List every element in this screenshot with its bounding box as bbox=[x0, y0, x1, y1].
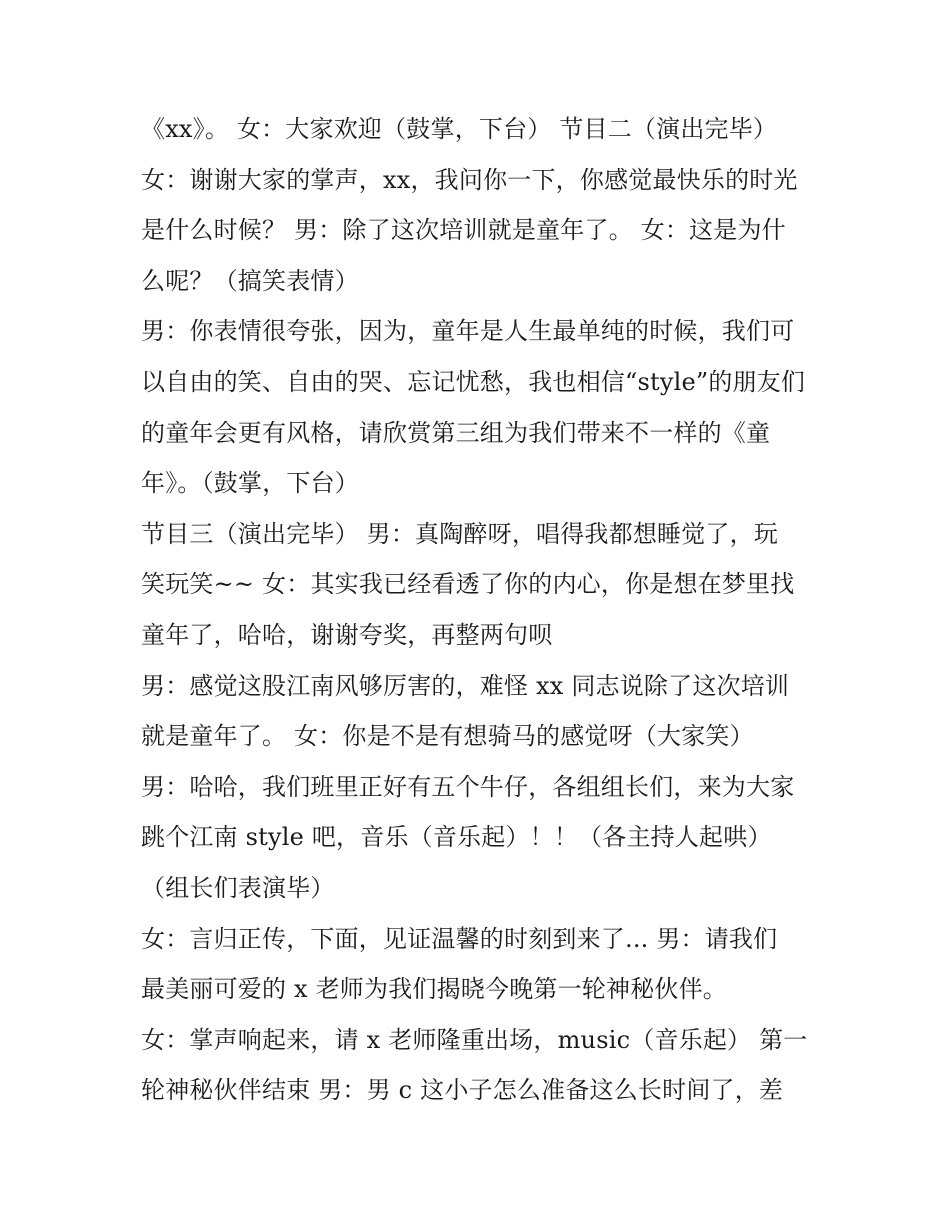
text-line: 轮神秘伙伴结束 男：男 c 这小子怎么准备这么长时间了，差 bbox=[141, 1076, 784, 1105]
text-line: （组长们表演毕） bbox=[141, 873, 335, 902]
text-line: 女：言归正传，下面，见证温馨的时刻到来了... 男：请我们 bbox=[141, 924, 778, 953]
text-line: 男：哈哈，我们班里正好有五个牛仔，各组组长们，来为大家 bbox=[141, 772, 795, 801]
text-line: 是什么时候？ 男：除了这次培训就是童年了。 女：这是为什 bbox=[141, 216, 786, 245]
text-line: 就是童年了。 女：你是不是有想骑马的感觉呀（大家笑） bbox=[141, 722, 754, 751]
text-line: 笑玩笑~~ 女：其实我已经看透了你的内心，你是想在梦里找 bbox=[141, 570, 795, 599]
text-line: 《xx》。 女：大家欢迎（鼓掌，下台） 节目二（演出完毕） bbox=[141, 115, 778, 143]
document-body bbox=[141, 104, 821, 1116]
text-line: 男：感觉这股江南风够厉害的，难怪 xx 同志说除了这次培训 bbox=[141, 671, 790, 700]
text-line: 以自由的笑、自由的哭、忘记忧愁，我也相信“style”的朋友们 bbox=[141, 367, 806, 396]
text-line: 女：谢谢大家的掌声，xx，我问你一下，你感觉最快乐的时光 bbox=[141, 165, 798, 194]
text-line: 男：你表情很夸张，因为，童年是人生最单纯的时候，我们可 bbox=[141, 317, 795, 346]
text-line: 年》。（鼓掌，下台） bbox=[141, 469, 359, 498]
text-line: 的童年会更有风格，请欣赏第三组为我们带来不一样的《童 bbox=[141, 418, 771, 447]
text-line: 么呢？（搞笑表情） bbox=[141, 266, 359, 295]
text-line: 童年了，哈哈，谢谢夸奖，再整两句呗 bbox=[141, 620, 553, 649]
text-line: 节目三（演出完毕） 男：真陶醉呀，唱得我都想睡觉了，玩 bbox=[141, 519, 779, 548]
text-line: 女：掌声响起来，请 x 老师隆重出场，music（音乐起） 第一 bbox=[141, 1025, 808, 1054]
text-line: 最美丽可爱的 x 老师为我们揭晓今晚第一轮神秘伙伴。 bbox=[141, 975, 727, 1004]
text-line: 跳个江南 style 吧，音乐（音乐起）！！（各主持人起哄） bbox=[141, 823, 772, 852]
